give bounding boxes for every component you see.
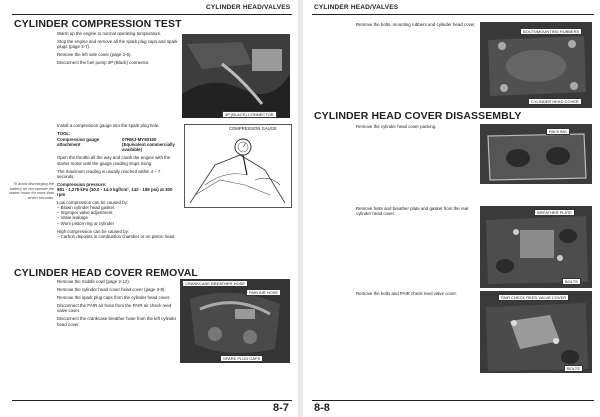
list-item: – Worn piston ring or cylinder bbox=[57, 221, 179, 226]
callout-spark-plug-caps: SPARK PLUG CAPS bbox=[220, 355, 263, 362]
tool-code-cell bbox=[122, 137, 179, 152]
list-item: – Carbon deposits in combustion chamber or on piston head bbox=[57, 234, 179, 239]
label-compression-gauge: COMPRESSION GAUGE bbox=[229, 126, 277, 131]
paragraph: Remove the left side cover (page 2-6). bbox=[57, 52, 132, 58]
page-header-left: CYLINDER HEAD/VALVES bbox=[206, 4, 291, 11]
paragraph: Remove the cylinder head cover head cover (page 3-8). bbox=[57, 287, 166, 293]
low-heading: Low compression can be caused by: bbox=[57, 200, 129, 206]
paragraph: Remove bolts and breather plate and gasket from the rear cylinder head cover. bbox=[356, 206, 469, 217]
callout-cylinder-head-cover: CYLINDER HEAD COVER bbox=[528, 98, 582, 105]
high-causes-list bbox=[57, 234, 179, 239]
paragraph: Disconnect the crankcase breather hose from the left cylinder head cover. bbox=[57, 316, 177, 327]
list-item: – Valve leakage bbox=[57, 215, 179, 220]
callout-crankcase-breather-hose: CRANKCASE BREATHER HOSE bbox=[182, 280, 248, 287]
photo-breather-plate bbox=[480, 206, 592, 288]
callout-packing: PACKING bbox=[546, 128, 570, 135]
section-title-disassembly: CYLINDER HEAD COVER DISASSEMBLY bbox=[314, 110, 522, 122]
callout-breather-plate: BREATHER PLATE bbox=[534, 209, 575, 216]
callout-3p-connector: 3P (BLACK) CONNECTOR bbox=[222, 111, 277, 118]
disassembly-text-3 bbox=[356, 291, 480, 299]
callout-bolts-mounting-rubbers: BOLTS/MOUNTING RUBBERS bbox=[520, 28, 582, 35]
disassembly-text-1 bbox=[356, 124, 476, 132]
page-header-right: CYLINDER HEAD/VALVES bbox=[314, 4, 399, 11]
disassembly-text-2 bbox=[356, 206, 480, 219]
tool-table bbox=[57, 137, 179, 152]
photo-pair-reed-valve-cover bbox=[480, 291, 592, 373]
paragraph: Remove the bolts and PAIR check reed valve cover. bbox=[356, 291, 457, 296]
paragraph: Disconnect the PAIR air hose from the PAIR air check reed valve cover. bbox=[57, 303, 172, 314]
high-heading: High compression can be caused by: bbox=[57, 228, 129, 234]
low-causes-list bbox=[57, 205, 179, 225]
right-top-text bbox=[356, 22, 482, 30]
page-number-right: 8-8 bbox=[314, 402, 330, 414]
tool-heading: TOOL: bbox=[57, 131, 71, 137]
paragraph: Install a compression gauge into the spark plug hole. bbox=[57, 123, 160, 128]
list-item: – Blown cylinder head gasket bbox=[57, 205, 179, 210]
section-title-compression: CYLINDER COMPRESSION TEST bbox=[14, 18, 182, 30]
callout-bolts-pair: BOLTS bbox=[564, 365, 583, 372]
header-rule-left bbox=[12, 14, 292, 15]
photo-packing bbox=[480, 124, 592, 184]
paragraph: Open the throttle all the way and crank the engine with the starter motor until the gauge reading stops rising. bbox=[57, 155, 171, 166]
paragraph: Remove the cylinder head cover packing. bbox=[356, 124, 437, 129]
illustration-compression-gauge bbox=[184, 124, 292, 208]
footer-rule-left bbox=[12, 400, 292, 401]
paragraph: Remove the bolts, mounting rubbers and cylinder head cover. bbox=[356, 22, 476, 27]
compression-text-2 bbox=[57, 123, 179, 242]
photo-fuel-pump-connector bbox=[182, 34, 290, 118]
page-number-left: 8-7 bbox=[273, 402, 289, 414]
paragraph: Disconnect the fuel pump 3P (Black) connector. bbox=[57, 60, 150, 66]
footer-rule-right bbox=[312, 400, 594, 401]
paragraph: The maximum reading is usually reached within 4 – 7 seconds. bbox=[57, 168, 161, 179]
photo-head-cover-hoses bbox=[180, 279, 290, 363]
margin-note-starter: To avoid discharging the battery, do not operate the starter motor for more than seven seconds. bbox=[8, 182, 54, 200]
tool-code: 07RMJ-MY50100 bbox=[122, 137, 157, 143]
removal-text bbox=[57, 279, 177, 330]
callout-pair-air-hose: PAIR AIR HOSE bbox=[246, 289, 281, 296]
paragraph: Warm up the engine to normal operating temperature. bbox=[57, 31, 162, 36]
tool-note: (Equivalent commercially available) bbox=[122, 142, 175, 153]
header-rule-right bbox=[312, 14, 594, 15]
compression-text-1 bbox=[57, 31, 179, 68]
photo-cylinder-head-cover bbox=[480, 22, 592, 108]
paragraph: Remove the middle cowl (page 2-12). bbox=[57, 279, 130, 284]
list-item: – Improper valve adjustment bbox=[57, 210, 179, 215]
paragraph: Stop the engine and remove all the spark plug caps and spark plugs (page 3-7). bbox=[57, 39, 178, 50]
section-title-removal: CYLINDER HEAD COVER REMOVAL bbox=[14, 267, 198, 279]
pressure-value: 981 - 1,275 kPa (10.0 - 14.0 kgf/cm², 142 - 199 psi) at 300 rpm bbox=[57, 186, 173, 198]
page-gutter bbox=[298, 0, 303, 417]
tool-name: Compression gauge attachment bbox=[57, 137, 100, 148]
callout-bolts-breather: BOLTS bbox=[562, 278, 581, 285]
pressure-heading: Compression pressure: bbox=[57, 181, 107, 187]
callout-pair-check-reed-valve-cover: PAIR CHECK REED VALVE COVER bbox=[498, 294, 569, 301]
paragraph: Remove the spark plug caps from the cylinder head cover. bbox=[57, 295, 171, 301]
